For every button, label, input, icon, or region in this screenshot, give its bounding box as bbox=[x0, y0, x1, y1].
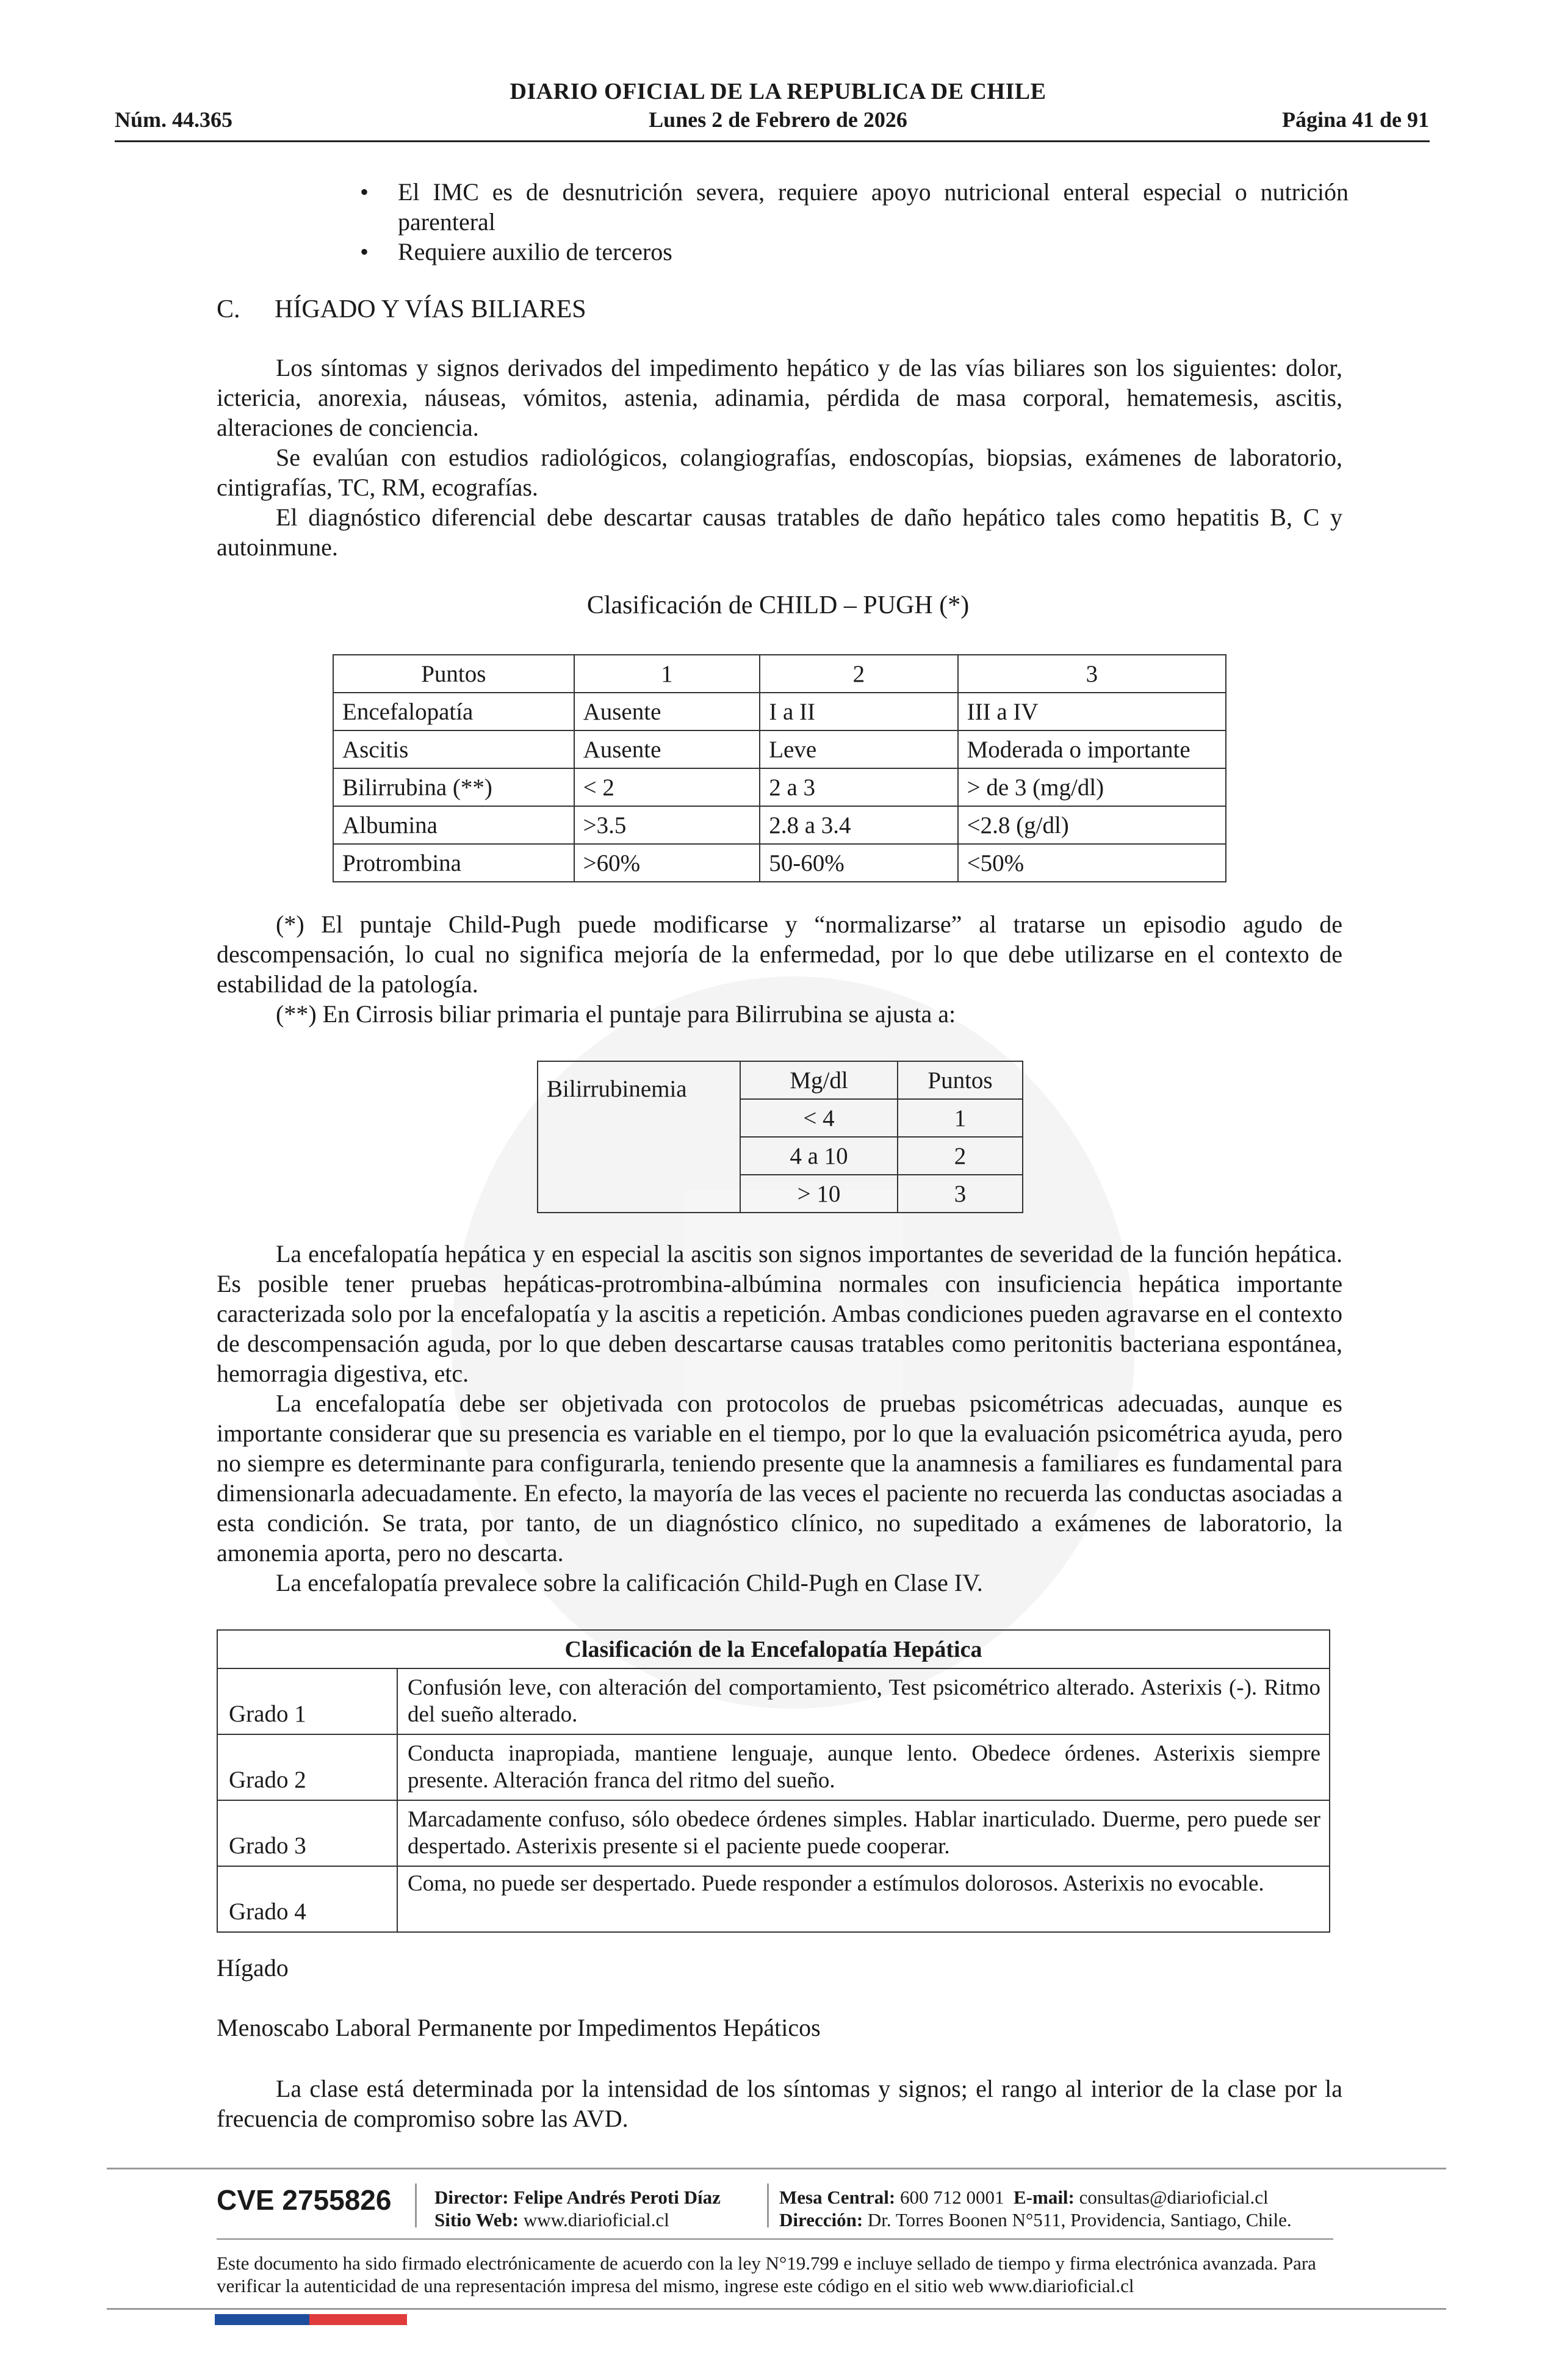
grade-description: Conducta inapropiada, mantiene lenguaje, aunque lento. Obedece órdenes. Asterixis siempre presente. Alteración franca del ritmo del sueño. bbox=[397, 1734, 1330, 1800]
child-pugh-table bbox=[333, 654, 1226, 882]
table-cell: < 4 bbox=[740, 1099, 898, 1137]
grade-cell: Grado 3 bbox=[217, 1800, 397, 1866]
child-pugh-caption: Clasificación de CHILD – PUGH (*) bbox=[586, 591, 970, 619]
table-cell: Albumina bbox=[333, 806, 574, 844]
table-cell: 3 bbox=[898, 1175, 1023, 1213]
grade-cell: Grado 1 bbox=[217, 1668, 397, 1734]
table-title: Clasificación de la Encefalopatía Hepática bbox=[217, 1630, 1330, 1668]
table-header-row bbox=[217, 1630, 1330, 1668]
grade-description: Coma, no puede ser despertado. Puede responder a estímulos dolorosos. Asterixis no evocable. bbox=[397, 1866, 1330, 1932]
grade-cell: Grado 4 bbox=[217, 1866, 397, 1932]
phone-value: 600 712 0001 bbox=[900, 2187, 1004, 2208]
table-cell: 2 a 3 bbox=[760, 768, 957, 806]
address-value: Dr. Torres Boonen N°511, Providencia, Santiago, Chile. bbox=[867, 2209, 1292, 2230]
paragraph: Los síntomas y signos derivados del impedimento hepático y de las vías biliares son los siguientes: dolor, ictericia, anorexia, náuseas, vómitos, astenia, adinamia, pérdida de masa corporal, hematemesis, ascitis, alteraciones de conciencia. bbox=[217, 354, 1342, 441]
grade-description: Marcadamente confuso, sólo obedece órdenes simples. Hablar inarticulado. Duerme, pero puede ser despertado. Asterixis presente si el paciente puede cooperar. bbox=[397, 1800, 1330, 1866]
web-label: Sitio Web: bbox=[434, 2209, 519, 2230]
table-cell: 2 bbox=[898, 1137, 1023, 1175]
table-cell: Ausente bbox=[574, 730, 760, 768]
section-heading bbox=[217, 295, 586, 324]
table-row bbox=[217, 1668, 1330, 1734]
table-cell: 4 a 10 bbox=[740, 1137, 898, 1175]
legal-notice: Este documento ha sido firmado electrónicamente de acuerdo con la ley N°19.799 e incluye sellado de tiempo y firma electrónica avanzada. Para verificar la autenticidad de una representación impresa del mismo, ingrese este código en el sitio web www.diarioficial.cl bbox=[217, 2252, 1316, 2296]
encephalopathy-table bbox=[217, 1629, 1330, 1933]
table-cell: > 10 bbox=[740, 1175, 898, 1213]
grade-cell: Grado 2 bbox=[217, 1734, 397, 1800]
table-row bbox=[333, 768, 1226, 806]
table-row bbox=[217, 1800, 1330, 1866]
table-cell: < 2 bbox=[574, 768, 760, 806]
section-c-paragraphs bbox=[217, 353, 1342, 562]
issue-number: Núm. 44.365 bbox=[115, 107, 233, 132]
grade-description: Confusión leve, con alteración del comportamiento, Test psicométrico alterado. Asterixis (-). Ritmo del sueño alterado. bbox=[397, 1668, 1330, 1734]
director-label: Director: bbox=[434, 2187, 509, 2208]
table-cell: >60% bbox=[574, 844, 760, 882]
table-cell: III a IV bbox=[958, 693, 1226, 730]
table-header-cell: 1 bbox=[574, 655, 760, 693]
encephalopathy-paragraphs bbox=[217, 1239, 1342, 1598]
table-cell: <2.8 (g/dl) bbox=[958, 806, 1226, 844]
table-cell: Bilirrubina (**) bbox=[333, 768, 574, 806]
table-cell: 2.8 a 3.4 bbox=[760, 806, 957, 844]
page-number: Página 41 de 91 bbox=[1281, 107, 1429, 132]
footer-divider bbox=[107, 2308, 1446, 2310]
table-header-cell: Puntos bbox=[898, 1061, 1023, 1099]
section-letter: C. bbox=[217, 295, 240, 323]
footer-divider bbox=[107, 2168, 1446, 2169]
publication-title: DIARIO OFICIAL DE LA REPUBLICA DE CHILE bbox=[510, 79, 1046, 104]
table-cell: I a II bbox=[760, 693, 957, 730]
table-header-row bbox=[538, 1061, 1023, 1099]
header-divider bbox=[115, 140, 1430, 142]
email-label: E-mail: bbox=[1014, 2187, 1075, 2208]
table-cell: 1 bbox=[898, 1099, 1023, 1137]
flag-stripe-blue bbox=[215, 2314, 309, 2325]
section-title: HÍGADO Y VÍAS BILIARES bbox=[275, 295, 586, 323]
footer-divider bbox=[217, 2238, 1333, 2240]
director-name: Felipe Andrés Peroti Díaz bbox=[513, 2187, 721, 2208]
footer-director-block bbox=[434, 2186, 721, 2231]
paragraph: El diagnóstico diferencial debe descartar causas tratables de daño hepático tales como hepatitis B, C y autoinmune. bbox=[217, 503, 1342, 561]
child-pugh-notes bbox=[217, 909, 1342, 1029]
bilirrubinemia-table bbox=[537, 1061, 1023, 1213]
table-cell: Moderada o importante bbox=[958, 730, 1226, 768]
footer-separator bbox=[415, 2183, 417, 2227]
table-cell: Ausente bbox=[574, 693, 760, 730]
table-cell: >3.5 bbox=[574, 806, 760, 844]
list-item: • Requiere auxilio de terceros bbox=[360, 237, 1349, 267]
footnote: (*) El puntaje Child-Pugh puede modificarse y “normalizarse” al tratarse un episodio agudo de descompensación, lo cual no significa mejoría de la enfermedad, por lo que debe utilizarse en el contexto de estabilidad de la patología. bbox=[217, 911, 1342, 998]
flag-stripe-red bbox=[309, 2314, 407, 2325]
footer-contact-block bbox=[779, 2186, 1292, 2231]
subheading-menoscabo: Menoscabo Laboral Permanente por Impedimentos Hepáticos bbox=[217, 2014, 821, 2041]
table-cell: Leve bbox=[760, 730, 957, 768]
paragraph: La encefalopatía prevalece sobre la calificación Child-Pugh en Clase IV. bbox=[276, 1569, 983, 1596]
table-cell: Encefalopatía bbox=[333, 693, 574, 730]
subheading-higado: Hígado bbox=[217, 1954, 289, 1982]
paragraph: La clase está determinada por la intensidad de los síntomas y signos; el rango al interior de la clase por la frecuencia de compromiso sobre las AVD. bbox=[217, 2075, 1342, 2132]
phone-label: Mesa Central: bbox=[779, 2187, 896, 2208]
table-row bbox=[333, 806, 1226, 844]
table-row bbox=[333, 693, 1226, 730]
list-item: • El IMC es de desnutrición severa, requiere apoyo nutricional enteral especial o nutrición parenteral bbox=[360, 177, 1349, 237]
paragraph: La encefalopatía hepática y en especial la ascitis son signos importantes de severidad de la función hepática. Es posible tener pruebas hepáticas-protrombina-albúmina normales con insuficiencia hepática importante caracterizada solo por la encefalopatía y la ascitis a repetición. Ambas condiciones pueden agravarse en el contexto de descompensación aguda, por lo que deben descartarse causas tratables como peritonitis bacteriana espontánea, hemorragia digestiva, etc. bbox=[217, 1240, 1342, 1387]
paragraph: La encefalopatía debe ser objetivada con protocolos de pruebas psicométricas adecuadas, aunque es importante considerar que su presencia es variable en el tiempo, por lo que la evaluación psicométrica ayuda, pero no siempre es determinante para configurarla, teniendo presente que la anamnesis a familiares es fundamental para dimensionarla adecuadamente. En efecto, la mayoría de las veces el paciente no recuerda las conductas asociadas a esta condición. Se trata, por tanto, de un diagnóstico clínico, no supeditado a exámenes de laboratorio, la amonemia aporta, pero no descarta. bbox=[217, 1390, 1342, 1567]
table-cell: 50-60% bbox=[760, 844, 957, 882]
table-header-cell: 3 bbox=[958, 655, 1226, 693]
table-cell: > de 3 (mg/dl) bbox=[958, 768, 1226, 806]
table-cell: Protrombina bbox=[333, 844, 574, 882]
table-header-cell: Mg/dl bbox=[740, 1061, 898, 1099]
web-link[interactable]: www.diarioficial.cl bbox=[523, 2209, 669, 2230]
table-header-row bbox=[333, 655, 1226, 693]
email-link[interactable]: consultas@diarioficial.cl bbox=[1079, 2187, 1269, 2208]
footer-separator bbox=[767, 2183, 769, 2227]
closing-paragraph bbox=[217, 2074, 1342, 2133]
table-cell: <50% bbox=[958, 844, 1226, 882]
paragraph: Se evalúan con estudios radiológicos, colangiografías, endoscopías, biopsias, exámenes de laboratorio, cintigrafías, TC, RM, ecografías. bbox=[217, 444, 1342, 501]
footnote: (**) En Cirrosis biliar primaria el puntaje para Bilirrubina se ajusta a: bbox=[276, 1000, 956, 1028]
table-row bbox=[217, 1866, 1330, 1932]
table-row bbox=[217, 1734, 1330, 1800]
table-header-cell: 2 bbox=[760, 655, 957, 693]
table-row bbox=[333, 730, 1226, 768]
table-cell: Ascitis bbox=[333, 730, 574, 768]
bullet-list bbox=[360, 177, 1349, 267]
table-row bbox=[333, 844, 1226, 882]
table-header-cell: Puntos bbox=[333, 655, 574, 693]
cve-code: CVE 2755826 bbox=[217, 2184, 392, 2216]
bilirrubinemia-label: Bilirrubinemia bbox=[538, 1061, 740, 1213]
address-label: Dirección: bbox=[779, 2209, 863, 2230]
issue-date: Lunes 2 de Febrero de 2026 bbox=[649, 107, 907, 132]
